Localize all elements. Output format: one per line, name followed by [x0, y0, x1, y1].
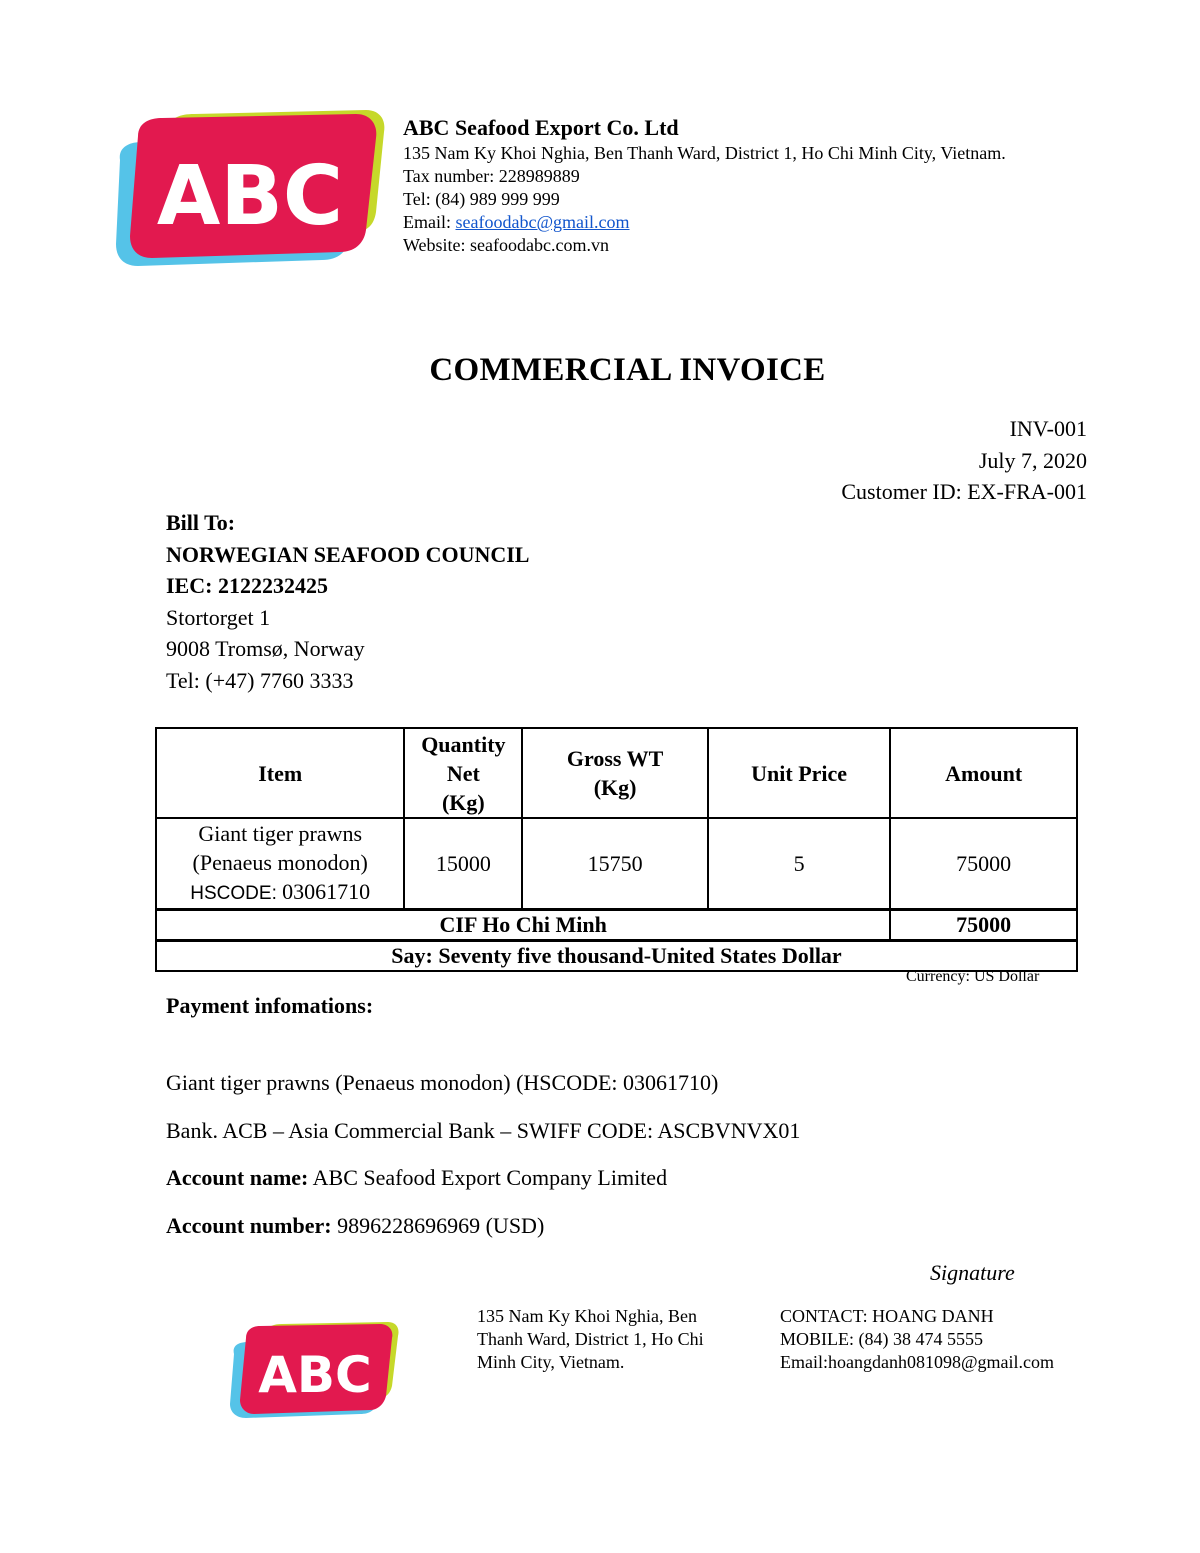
company-website: Website: seafoodabc.com.vn: [403, 235, 609, 255]
company-name: ABC Seafood Export Co. Ltd: [403, 115, 679, 140]
company-tax: Tax number: 228989889: [403, 166, 580, 186]
cell-quantity: 15000: [404, 818, 522, 910]
header-amount: Amount: [890, 728, 1077, 818]
bill-to-tel: Tel: (+47) 7760 3333: [166, 667, 354, 693]
footer-contact-name: CONTACT: HOANG DANH: [780, 1306, 994, 1326]
cell-amount: 75000: [890, 818, 1077, 910]
payment-title: Payment infomations:: [166, 993, 374, 1018]
currency-note: Currency: US Dollar: [906, 968, 1040, 985]
total-row: [156, 910, 1077, 941]
company-address: 135 Nam Ky Khoi Nghia, Ben Thanh Ward, District 1, Ho Chi Minh City, Vietnam.: [403, 143, 1006, 163]
cell-unit-price: 5: [708, 818, 891, 910]
cell-item: [156, 818, 404, 910]
company-logo: [108, 108, 386, 268]
header-gross-wt: [522, 728, 708, 818]
bill-to-street: Stortorget 1: [166, 604, 271, 630]
item-hscode: [157, 877, 403, 908]
customer-id: Customer ID: EX-FRA-001: [841, 479, 1087, 504]
email-label: Email:: [403, 212, 456, 232]
table-row: [156, 818, 1077, 910]
bill-to-label: Bill To:: [166, 510, 236, 535]
account-number-value: 9896228696969 (USD): [331, 1213, 545, 1238]
item-name: Giant tiger prawns: [198, 821, 363, 846]
company-email-line: [403, 211, 1006, 234]
header-gross-line2: (Kg): [593, 775, 637, 800]
cell-gross-wt: 15750: [522, 818, 708, 910]
payment-account-number: [166, 1213, 544, 1239]
total-amount: 75000: [890, 910, 1077, 941]
company-tel: Tel: (84) 989 999 999: [403, 189, 560, 209]
header-quantity-line2: Net: [446, 760, 480, 786]
payment-product: Giant tiger prawns (Penaeus monodon) (HSCODE: 03061710): [166, 1070, 719, 1095]
table-header-row: [156, 728, 1077, 818]
invoice-date: July 7, 2020: [978, 447, 1087, 473]
signature-label: Signature: [930, 1260, 1015, 1285]
footer-mobile: MOBILE: (84) 38 474 5555: [780, 1329, 983, 1349]
amount-in-words: Say: Seventy five thousand-United States Dollar: [156, 941, 1077, 972]
account-name-label: Account name:: [166, 1165, 309, 1190]
hscode-label: HSCODE:: [190, 883, 283, 904]
footer-logo: [226, 1320, 400, 1420]
bill-to-iec: IEC: 2122232425: [166, 573, 328, 598]
account-number-label: Account number:: [166, 1213, 332, 1238]
svg-text:ABC: ABC: [156, 149, 344, 244]
svg-text:ABC: ABC: [258, 1346, 372, 1404]
header-quantity-line3: (Kg): [441, 789, 485, 815]
footer-address: 135 Nam Ky Khoi Nghia, Ben Thanh Ward, District 1, Ho Chi Minh City, Vietnam.: [477, 1306, 704, 1372]
header-quantity: [404, 728, 522, 818]
email-link[interactable]: seafoodabc@gmail.com: [455, 212, 630, 232]
amount-in-words-row: [156, 941, 1077, 972]
company-header: [403, 114, 1006, 257]
invoice-number: INV-001: [1009, 416, 1087, 441]
bill-to: [166, 507, 529, 696]
payment-bank: Bank. ACB – Asia Commercial Bank – SWIFF CODE: ASCBVNVX01: [166, 1118, 801, 1143]
bill-to-city: 9008 Tromsø, Norway: [166, 636, 365, 661]
header-gross-line1: Gross WT: [566, 746, 664, 771]
bill-to-name: NORWEGIAN SEAFOOD COUNCIL: [166, 541, 530, 567]
header-unit-price: Unit Price: [708, 728, 891, 818]
header-item: Item: [156, 728, 404, 818]
header-quantity-line1: Quantity: [421, 731, 506, 757]
footer-email: Email:hoangdanh081098@gmail.com: [780, 1352, 1055, 1372]
invoice-meta: [841, 413, 1087, 508]
invoice-table: [155, 727, 1078, 972]
hscode-value: 03061710: [282, 879, 371, 904]
item-latin-name: (Penaeus monodon): [192, 850, 368, 875]
footer-contact: [780, 1305, 1054, 1374]
total-label: CIF Ho Chi Minh: [156, 910, 890, 941]
payment-account-name: [166, 1165, 667, 1191]
page-title: COMMERCIAL INVOICE: [429, 352, 826, 388]
account-name-value: ABC Seafood Export Company Limited: [308, 1165, 668, 1190]
